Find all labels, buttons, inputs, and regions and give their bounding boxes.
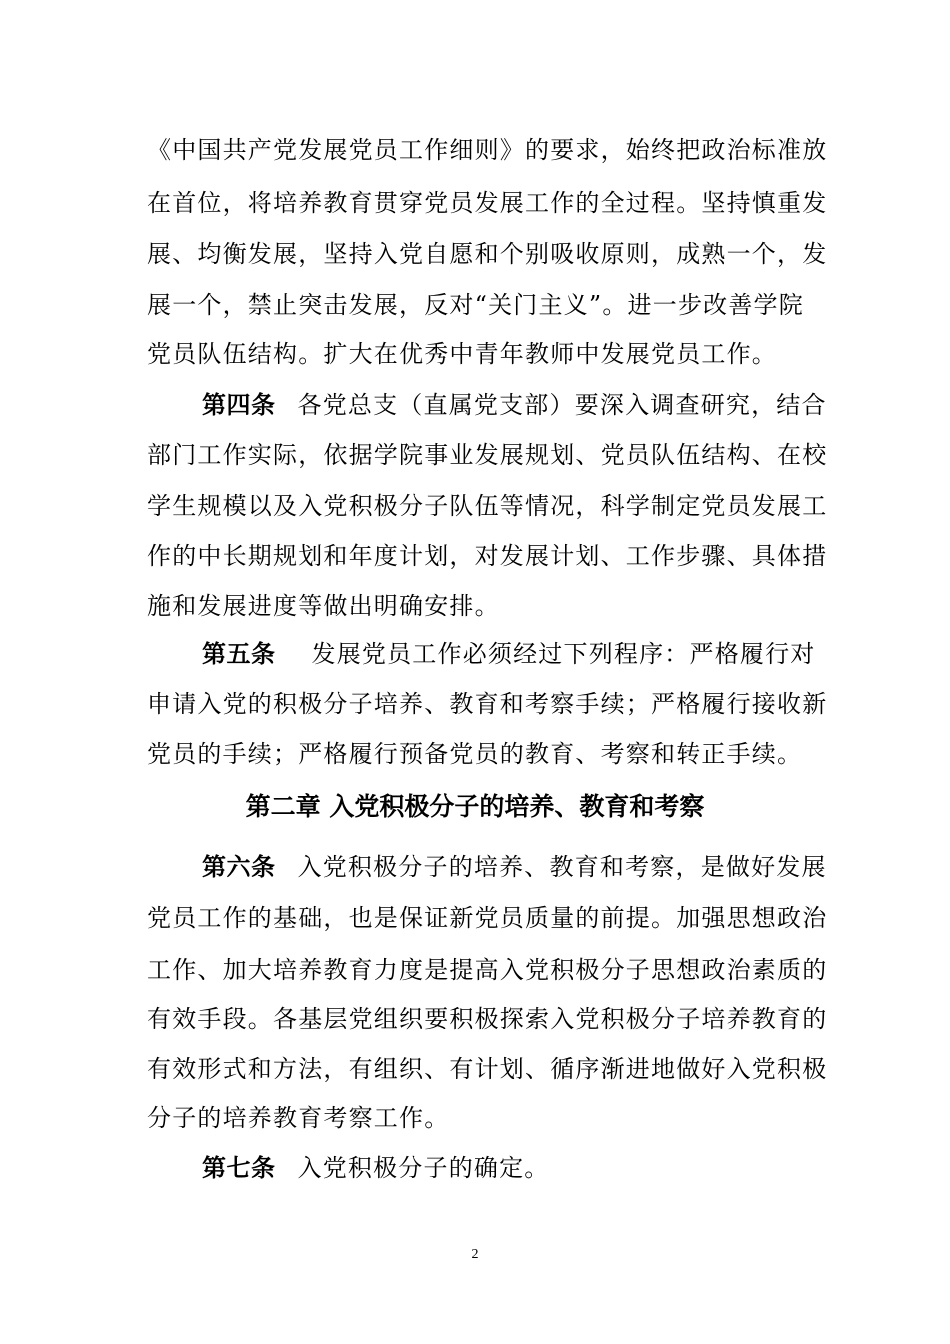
article-4-first-line — [202, 391, 827, 419]
article-4-text: 各党总支（直属党支部）要深入调查研究，结合 — [297, 391, 827, 419]
paragraph-line: 分子的培养教育考察工作。 — [147, 1104, 450, 1132]
chapter-heading: 第二章 入党积极分子的培养、教育和考察 — [245, 792, 705, 821]
paragraph-line: 《中国共产党发展党员工作细则》的要求，始终把政治标准放 — [147, 136, 828, 164]
paragraph-line: 党员队伍结构。扩大在优秀中青年教师中发展党员工作。 — [147, 340, 777, 368]
article-6-text: 入党积极分子的培养、教育和考察，是做好发展 — [297, 853, 827, 881]
article-6-first-line — [202, 853, 827, 881]
article-5-label: 第五条 — [202, 640, 276, 668]
article-6-label: 第六条 — [202, 853, 276, 881]
paragraph-line: 学生规模以及入党积极分子队伍等情况，科学制定党员发展工 — [147, 492, 828, 520]
article-7-label: 第七条 — [202, 1154, 276, 1182]
article-5-text: 发展党员工作必须经过下列程序：严格履行对 — [311, 640, 816, 668]
article-5-first-line — [202, 640, 816, 668]
paragraph-line: 工作、加大培养教育力度是提高入党积极分子思想政治素质的 — [147, 956, 828, 984]
paragraph-line: 作的中长期规划和年度计划，对发展计划、工作步骤、具体措 — [147, 542, 828, 570]
paragraph-line: 展一个，禁止突击发展，反对“关门主义”。进一步改善学院 — [147, 291, 804, 319]
paragraph-line: 展、均衡发展，坚持入党自愿和个别吸收原则，成熟一个，发 — [147, 240, 828, 268]
paragraph-line: 施和发展进度等做出明确安排。 — [147, 592, 500, 620]
page-number: 2 — [471, 1247, 479, 1262]
paragraph-line: 在首位，将培养教育贯穿党员发展工作的全过程。坚持慎重发 — [147, 189, 828, 217]
article-7-first-line — [202, 1154, 550, 1182]
paragraph-line: 有效手段。各基层党组织要积极探索入党积极分子培养教育的 — [147, 1005, 828, 1033]
paragraph-line: 部门工作实际，依据学院事业发展规划、党员队伍结构、在校 — [147, 441, 828, 469]
article-4-label: 第四条 — [202, 391, 276, 419]
article-7-text: 入党积极分子的确定。 — [297, 1154, 550, 1182]
paragraph-line: 有效形式和方法，有组织、有计划、循序渐进地做好入党积极 — [147, 1055, 828, 1083]
paragraph-line: 党员工作的基础，也是保证新党员质量的前提。加强思想政治 — [147, 904, 828, 932]
paragraph-line: 党员的手续；严格履行预备党员的教育、考察和转正手续。 — [147, 740, 803, 768]
paragraph-line: 申请入党的积极分子培养、教育和考察手续；严格履行接收新 — [147, 690, 828, 718]
